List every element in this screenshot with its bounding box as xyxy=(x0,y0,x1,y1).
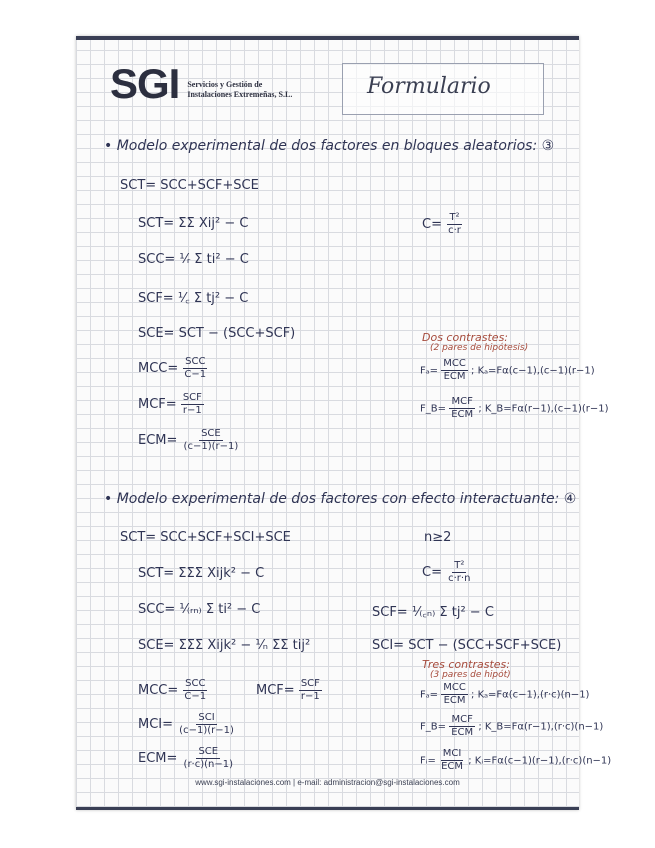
s2-c-frac xyxy=(446,560,472,585)
s1-mcc-lhs: MCC= xyxy=(138,361,179,376)
s2-mcc-den: C−1 xyxy=(184,691,207,702)
footer-contact: www.sgi-instalaciones.com | e-mail: administracion@sgi-instalaciones.com xyxy=(195,778,460,787)
s1-fb-frac xyxy=(449,396,475,421)
s2-mcf xyxy=(256,678,322,703)
s2-fb-den: ECM xyxy=(451,727,474,738)
s2-fb xyxy=(420,714,603,739)
s2-fb-num: MCF xyxy=(451,714,473,725)
s2-mci xyxy=(138,712,236,737)
s2-fi-frac xyxy=(439,748,465,773)
s1-mcc-den: C−1 xyxy=(184,369,207,380)
s1-fa-lhs: Fₐ= xyxy=(420,365,439,377)
s2-fa-num: MCC xyxy=(443,682,466,693)
s1-contrasts-title: Dos contrastes: xyxy=(422,331,509,344)
s1-mcc-frac xyxy=(182,356,208,381)
s2-scc-formula: SCC= ¹⁄₍ᵣₙ₎ Σ ti² − C xyxy=(138,602,261,617)
s2-fi-lhs: Fᵢ= xyxy=(420,755,436,767)
s1-fa-num: MCC xyxy=(443,358,466,369)
s1-ecm xyxy=(138,428,240,453)
s2-mci-num: SCI xyxy=(198,712,215,723)
s2-contrasts-sub: (3 pares de hipót) xyxy=(430,670,511,680)
bottom-bar xyxy=(76,807,579,810)
s2-scf-formula: SCF= ¹⁄₍꜀ₙ₎ Σ tj² − C xyxy=(372,605,494,620)
s2-c-lhs: C= xyxy=(422,565,442,580)
s1-mcc-num: SCC xyxy=(185,356,206,367)
s2-fi-num: MCI xyxy=(442,748,462,759)
company-logo xyxy=(110,60,293,107)
s2-fb-frac xyxy=(449,714,475,739)
formula-sheet xyxy=(76,36,612,810)
s1-fa-frac xyxy=(441,358,468,383)
s2-ecm-lhs: ECM= xyxy=(138,751,178,766)
s2-c-num: T² xyxy=(454,560,465,571)
s2-sce-formula: SCE= ΣΣΣ Xijk² − ¹⁄ₙ ΣΣ tij² xyxy=(138,638,311,653)
s1-fb xyxy=(420,396,609,421)
company-line-2: Instalaciones Extremeñas, S.L. xyxy=(187,90,293,99)
s2-sct-formula: SCT= ΣΣΣ Xijk² − C xyxy=(138,566,265,581)
s2-fi-rhs: ; Kᵢ=Fα(c−1)(r−1),(r·c)(n−1) xyxy=(468,755,612,767)
s2-c-formula xyxy=(422,560,472,585)
company-name xyxy=(187,80,292,100)
s1-c-lhs: C= xyxy=(422,217,442,232)
s1-c-frac xyxy=(446,212,463,237)
page-title: Formulario xyxy=(367,74,491,99)
top-bar xyxy=(76,36,579,40)
s1-scf-formula: SCF= ¹⁄꜀ Σ tj² − C xyxy=(138,291,249,306)
s2-contrasts-title: Tres contrastes: xyxy=(422,658,510,671)
s1-mcf-frac xyxy=(181,392,204,417)
s1-ecm-num: SCE xyxy=(201,428,221,439)
s2-fb-rhs: ; K_B=Fα(r−1),(r·c)(n−1) xyxy=(478,721,604,733)
s2-mci-den: (c−1)(r−1) xyxy=(179,725,234,736)
s1-mcf-den: r−1 xyxy=(182,405,202,416)
s2-fa-frac xyxy=(441,682,468,707)
s1-mcf xyxy=(138,392,204,417)
s1-fa xyxy=(420,358,595,383)
s1-fb-den: ECM xyxy=(451,409,474,420)
s1-c-num: T² xyxy=(449,212,460,223)
s1-mcc xyxy=(138,356,208,381)
s2-fa xyxy=(420,682,589,707)
s2-n-cond: n≥2 xyxy=(424,530,452,545)
s1-fb-lhs: F_B= xyxy=(420,403,446,415)
s2-fb-lhs: F_B= xyxy=(420,721,446,733)
s1-c-den: c·r xyxy=(448,225,461,236)
s2-mcc xyxy=(138,678,208,703)
logo-text: SGI xyxy=(110,60,180,107)
s2-ecm-frac xyxy=(182,746,235,771)
s2-fa-lhs: Fₐ= xyxy=(420,689,439,701)
s1-fa-rhs: ; Kₐ=Fα(c−1),(c−1)(r−1) xyxy=(471,365,595,377)
s2-mci-lhs: MCI= xyxy=(138,717,174,732)
s2-mcf-lhs: MCF= xyxy=(256,683,295,698)
s2-fi xyxy=(420,748,611,773)
s2-mcc-frac xyxy=(182,678,208,703)
s1-contrasts-sub: (2 pares de hipótesis) xyxy=(430,343,529,353)
s2-fi-den: ECM xyxy=(441,761,464,772)
s2-mcf-frac xyxy=(299,678,322,703)
s2-c-den: c·r·n xyxy=(448,573,471,584)
s1-fa-den: ECM xyxy=(443,371,466,382)
s2-mci-frac xyxy=(177,712,236,737)
s1-sce-formula: SCE= SCT − (SCC+SCF) xyxy=(138,326,296,341)
title-box xyxy=(342,63,544,115)
s1-sct-formula: SCT= ΣΣ Xij² − C xyxy=(138,216,249,231)
s1-ecm-den: (c−1)(r−1) xyxy=(183,441,239,452)
s1-sct: SCT= SCC+SCF+SCE xyxy=(120,178,259,193)
s1-fb-num: MCF xyxy=(451,396,473,407)
section1-heading: • Modelo experimental de dos factores en bloques aleatorios: ③ xyxy=(104,138,555,154)
s2-ecm-num: SCE xyxy=(198,746,219,757)
company-line-1: Servicios y Gestión de xyxy=(187,80,263,89)
s2-sci-formula: SCI= SCT − (SCC+SCF+SCE) xyxy=(372,638,562,653)
s1-mcf-lhs: MCF= xyxy=(138,397,177,412)
s1-scc-formula: SCC= ¹⁄ᵣ Σ ti² − C xyxy=(138,252,249,267)
s1-c-formula xyxy=(422,212,463,237)
s2-fa-den: ECM xyxy=(443,695,466,706)
s2-sct: SCT= SCC+SCF+SCI+SCE xyxy=(120,530,291,545)
section2-heading: • Modelo experimental de dos factores con efecto interactuante: ④ xyxy=(104,491,577,507)
s2-ecm-den: (r·c)(n−1) xyxy=(183,759,234,770)
s1-ecm-lhs: ECM= xyxy=(138,433,178,448)
s2-mcc-num: SCC xyxy=(185,678,206,689)
s2-mcf-den: r−1 xyxy=(300,691,320,702)
s2-ecm xyxy=(138,746,235,771)
s2-fa-rhs: ; Kₐ=Fα(c−1),(r·c)(n−1) xyxy=(471,689,590,701)
s2-mcf-num: SCF xyxy=(300,678,320,689)
s1-mcf-num: SCF xyxy=(182,392,202,403)
s1-ecm-frac xyxy=(182,428,241,453)
s1-fb-rhs: ; K_B=Fα(r−1),(c−1)(r−1) xyxy=(478,403,609,415)
s2-mcc-lhs: MCC= xyxy=(138,683,179,698)
